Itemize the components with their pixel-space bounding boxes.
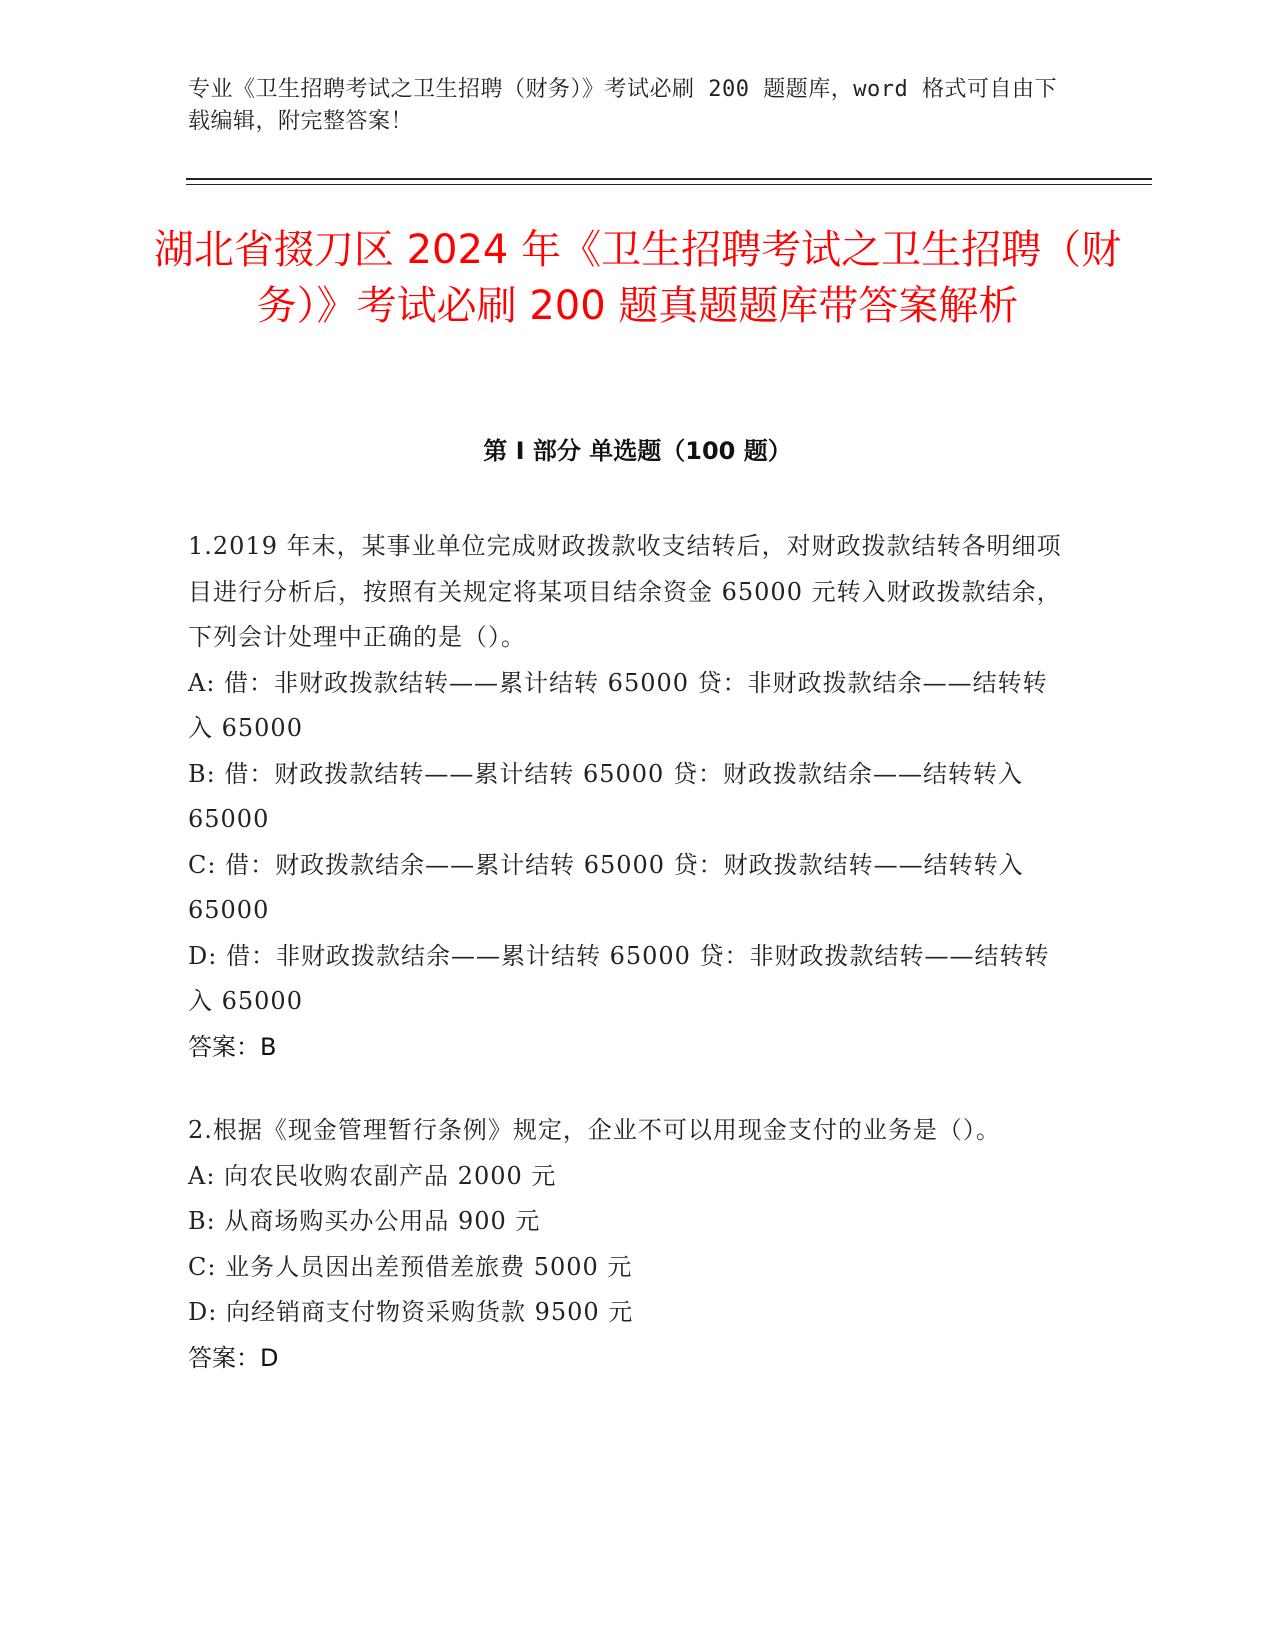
option-a: A: 借：非财政拨款结转——累计结转 65000 贷：非财政拨款结余——结转转入 65000: [188, 668, 1048, 742]
header-note: 专业《卫生招聘考试之卫生招聘（财务）》考试必刷 200 题题库，word 格式可自由下载编辑，附完整答案！: [188, 77, 1057, 134]
option-d: D: 借：非财政拨款结余——累计结转 65000 贷：非财政拨款结转——结转转入 65000: [188, 941, 1050, 1015]
header-divider-thin: [186, 184, 1152, 185]
question-block-2: [188, 1108, 1068, 1381]
answer-value: D: [260, 1343, 279, 1372]
answer-line: [188, 1025, 1068, 1071]
question-block-1: [188, 524, 1068, 1070]
question-stem: 1.2019 年末，某事业单位完成财政拨款收支结转后，对财政拨款结转各明细项目进行分析后，按照有关规定将某项目结余资金 65000 元转入财政拨款结余，下列会计处理中正确的是（）。: [188, 532, 1062, 651]
question-stem: 2.根据《现金管理暂行条例》规定，企业不可以用现金支付的业务是（）。: [188, 1116, 1001, 1144]
document-title: 湖北省掇刀区 2024 年《卫生招聘考试之卫生招聘（财务）》考试必刷 200 题真题题库带答案解析: [153, 227, 1122, 329]
answer-line: [188, 1336, 1068, 1382]
answer-value: B: [260, 1032, 277, 1061]
option-b: B: 借：财政拨款结转——累计结转 65000 贷：财政拨款结余——结转转入 65000: [188, 759, 1023, 833]
header-divider-thick: [186, 178, 1152, 180]
option-b: B: 从商场购买办公用品 900 元: [188, 1207, 541, 1235]
option-d: D: 向经销商支付物资采购货款 9500 元: [188, 1298, 634, 1326]
answer-label: 答案：: [188, 1343, 260, 1372]
option-a: A: 向农民收购农副产品 2000 元: [188, 1161, 557, 1190]
answer-label: 答案：: [188, 1032, 260, 1061]
section-title: 第 I 部分 单选题（100 题）: [483, 437, 792, 465]
option-c: C: 借：财政拨款结余——累计结转 65000 贷：财政拨款结转——结转转入 65000: [188, 850, 1024, 924]
option-c: C: 业务人员因出差预借差旅费 5000 元: [188, 1252, 633, 1281]
